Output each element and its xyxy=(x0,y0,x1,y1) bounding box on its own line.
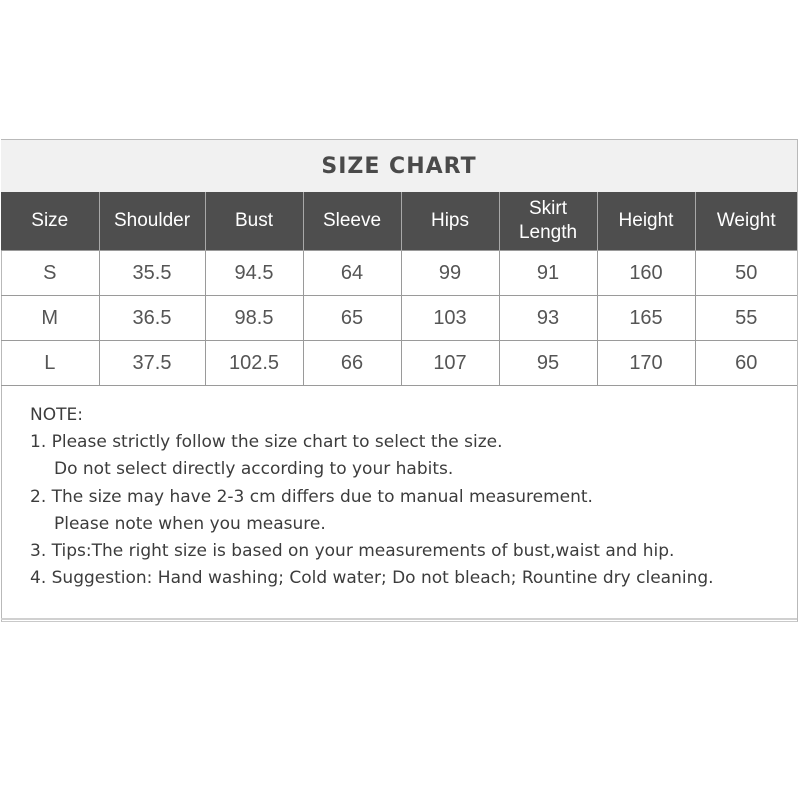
table-cell: 95 xyxy=(499,341,597,386)
table-header-row xyxy=(1,192,797,251)
table-cell: M xyxy=(1,296,99,341)
header-sleeve: Sleeve xyxy=(303,192,401,251)
table-cell: 107 xyxy=(401,341,499,386)
note-line: 3. Tips:The right size is based on your measurements of bust,waist and hip. xyxy=(30,541,675,562)
table-cell: 102.5 xyxy=(205,341,303,386)
table-cell: 35.5 xyxy=(99,251,205,296)
table-row xyxy=(1,296,797,341)
header-size: Size xyxy=(1,192,99,251)
table-cell: 170 xyxy=(597,341,695,386)
table-cell: 60 xyxy=(695,341,797,386)
table-cell: 37.5 xyxy=(99,341,205,386)
table-cell: 160 xyxy=(597,251,695,296)
table-cell: 94.5 xyxy=(205,251,303,296)
table-cell: 165 xyxy=(597,296,695,341)
table-cell: 93 xyxy=(499,296,597,341)
header-shoulder: Shoulder xyxy=(99,192,205,251)
table-cell: 66 xyxy=(303,341,401,386)
header-skirt-length: Skirt Length xyxy=(499,192,597,251)
table-row xyxy=(1,341,797,386)
table-cell: 103 xyxy=(401,296,499,341)
table-cell: 36.5 xyxy=(99,296,205,341)
header-weight: Weight xyxy=(695,192,797,251)
table-cell: S xyxy=(1,251,99,296)
table-cell: 50 xyxy=(695,251,797,296)
table-cell: 55 xyxy=(695,296,797,341)
table-cell: 91 xyxy=(499,251,597,296)
note-line: 1. Please strictly follow the size chart to select the size. xyxy=(30,432,503,453)
bottom-divider xyxy=(1,618,797,620)
note-line: 2. The size may have 2-3 cm differs due to manual measurement. xyxy=(30,486,593,507)
note-line: Please note when you measure. xyxy=(54,513,326,534)
table-cell: L xyxy=(1,341,99,386)
header-hips: Hips xyxy=(401,192,499,251)
table-cell: 65 xyxy=(303,296,401,341)
table-cell: 98.5 xyxy=(205,296,303,341)
table-cell: 99 xyxy=(401,251,499,296)
header-bust: Bust xyxy=(205,192,303,251)
table-row xyxy=(1,251,797,296)
notes-section xyxy=(30,402,790,592)
chart-title: SIZE CHART xyxy=(1,140,797,192)
note-line: 4. Suggestion: Hand washing; Cold water; Do not bleach; Rountine dry cleaning. xyxy=(30,568,714,589)
header-height: Height xyxy=(597,192,695,251)
notes-heading: NOTE: xyxy=(30,405,83,425)
size-table xyxy=(1,192,797,386)
table-cell: 64 xyxy=(303,251,401,296)
note-line: Do not select directly according to your habits. xyxy=(54,459,454,480)
